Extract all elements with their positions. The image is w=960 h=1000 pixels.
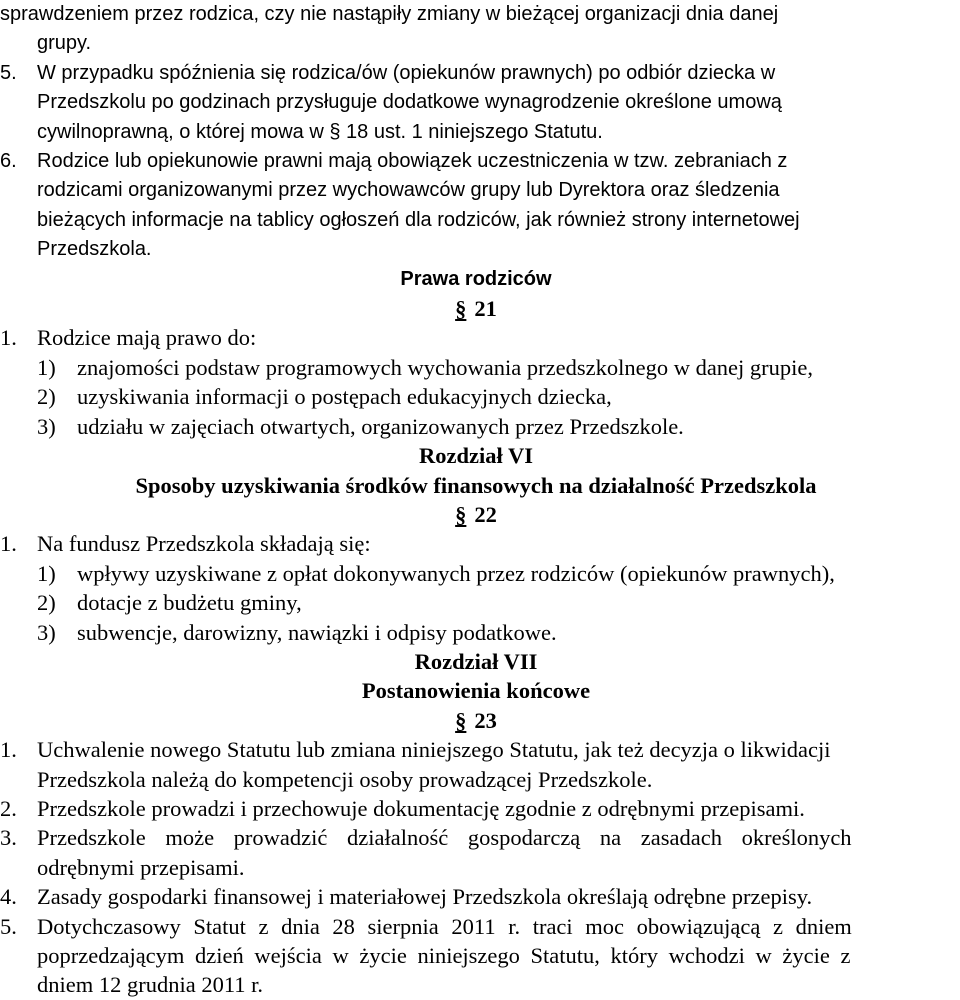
item-number: 1. — [0, 325, 17, 351]
item-number: 1. — [0, 531, 17, 557]
sub-item — [0, 588, 952, 617]
paragraph-mark — [0, 500, 952, 529]
list-item-5 — [0, 59, 952, 147]
item-line: Na fundusz Przedszkola składają się: — [37, 531, 371, 557]
item-line: bieżących informacje na tablicy ogłoszeń dla rodziców, jak również strony internetowej — [37, 208, 800, 231]
item-line: rodzicami organizowanymi przez wychowawców grupy lub Dyrektora oraz śledzenia — [37, 179, 780, 202]
sub-item-number: 1) — [37, 560, 56, 586]
item-line: Dotychczasowy Statut z dnia 28 sierpnia 2011 r. traci moc obowiązującą z dniem — [37, 913, 852, 939]
list-item-1 — [0, 323, 952, 352]
list-item-1 — [0, 529, 952, 558]
sub-item-text: udziału w zajęciach otwartych, organizowanych przez Przedszkole. — [77, 413, 684, 439]
item-number: 1. — [0, 737, 17, 763]
list-item-4 — [0, 882, 952, 911]
sub-item-text: wpływy uzyskiwane z opłat dokonywanych przez rodziców (opiekunów prawnych), — [77, 560, 835, 586]
item-number: 6. — [0, 150, 17, 173]
sub-item-number: 1) — [37, 354, 56, 380]
chapter-title: Rozdział VI — [419, 443, 533, 469]
item-line: Rodzice mają prawo do: — [37, 325, 257, 351]
sub-item-text: uzyskiwania informacji o postępach edukacyjnych dziecka, — [77, 384, 612, 410]
sub-item-text: subwencje, darowizny, nawiązki i odpisy podatkowe. — [77, 619, 557, 645]
item-line: odrębnymi przepisami. — [37, 854, 245, 880]
sub-item — [0, 353, 952, 382]
section-symbol: § — [455, 707, 467, 733]
sub-item-text: dotacje z budżetu gminy, — [77, 590, 302, 616]
sub-item — [0, 618, 952, 647]
intro-line: grupy. — [37, 32, 92, 55]
chapter-subtitle: Sposoby uzyskiwania środków finansowych na działalność Przedszkola — [135, 472, 817, 498]
sub-item-number: 3) — [37, 619, 56, 645]
intro-paragraph — [0, 0, 952, 59]
paragraph-mark — [0, 706, 952, 735]
item-number: 4. — [0, 884, 17, 910]
item-line: cywilnoprawną, o której mowa w § 18 ust. 1 niniejszego Statutu. — [37, 120, 603, 143]
item-line: Rodzice lub opiekunowie prawni mają obowiązek uczestniczenia w tzw. zebraniach z — [37, 150, 788, 173]
sub-item — [0, 412, 952, 441]
sub-item — [0, 382, 952, 411]
item-line: Przedszkole może prowadzić działalność gospodarczą na zasadach określonych — [37, 825, 852, 851]
section-symbol: § — [455, 501, 467, 527]
item-line: poprzedzającym dzień wejścia w życie niniejszego Statutu, który wchodzi w życie z — [37, 943, 851, 968]
sub-item-text: znajomości podstaw programowych wychowania przedszkolnego w danej grupie, — [77, 354, 814, 380]
sub-item-number: 2) — [37, 590, 56, 616]
item-line: dniem 12 grudnia 2011 r. — [37, 972, 264, 998]
section-number: 23 — [474, 707, 497, 733]
sub-item-number: 3) — [37, 413, 56, 439]
sub-item-number: 2) — [37, 384, 56, 410]
chapter-subtitle: Postanowienia końcowe — [361, 678, 591, 704]
section-number: 22 — [474, 501, 497, 527]
item-line: Uchwalenie nowego Statutu lub zmiana niniejszego Statutu, jak też decyzja o likwidacji — [37, 737, 831, 763]
paragraph-mark — [0, 294, 952, 323]
item-line: Przedszkole prowadzi i przechowuje dokumentację zgodnie z odrębnymi przepisami. — [37, 795, 805, 821]
sub-item — [0, 559, 952, 588]
list-item-1 — [0, 735, 952, 794]
section-heading: Prawa rodziców — [400, 267, 552, 290]
section-number: 21 — [474, 296, 497, 322]
list-item-5 — [0, 912, 952, 1000]
list-item-3 — [0, 823, 952, 882]
intro-line: sprawdzeniem przez rodzica, czy nie nastąpiły zmiany w bieżącej organizacji dnia danej — [0, 3, 779, 25]
item-line: W przypadku spóźnienia się rodzica/ów (opiekunów prawnych) po odbiór dziecka w — [37, 61, 776, 84]
item-number: 5. — [0, 61, 17, 84]
list-item-6 — [0, 147, 952, 265]
item-line: Przedszkola należą do kompetencji osoby prowadzącej Przedszkole. — [37, 766, 653, 792]
chapter-title: Rozdział VII — [414, 648, 538, 674]
item-line: Przedszkolu po godzinach przysługuje dodatkowe wynagrodzenie określone umową — [37, 91, 782, 114]
list-item-2 — [0, 794, 952, 823]
item-line: Zasady gospodarki finansowej i materiałowej Przedszkola określają odrębne przepisy. — [37, 884, 813, 910]
section-symbol: § — [455, 296, 467, 322]
item-number: 5. — [0, 913, 17, 939]
item-line: Przedszkola. — [37, 238, 152, 261]
item-number: 2. — [0, 795, 17, 821]
item-number: 3. — [0, 825, 17, 851]
